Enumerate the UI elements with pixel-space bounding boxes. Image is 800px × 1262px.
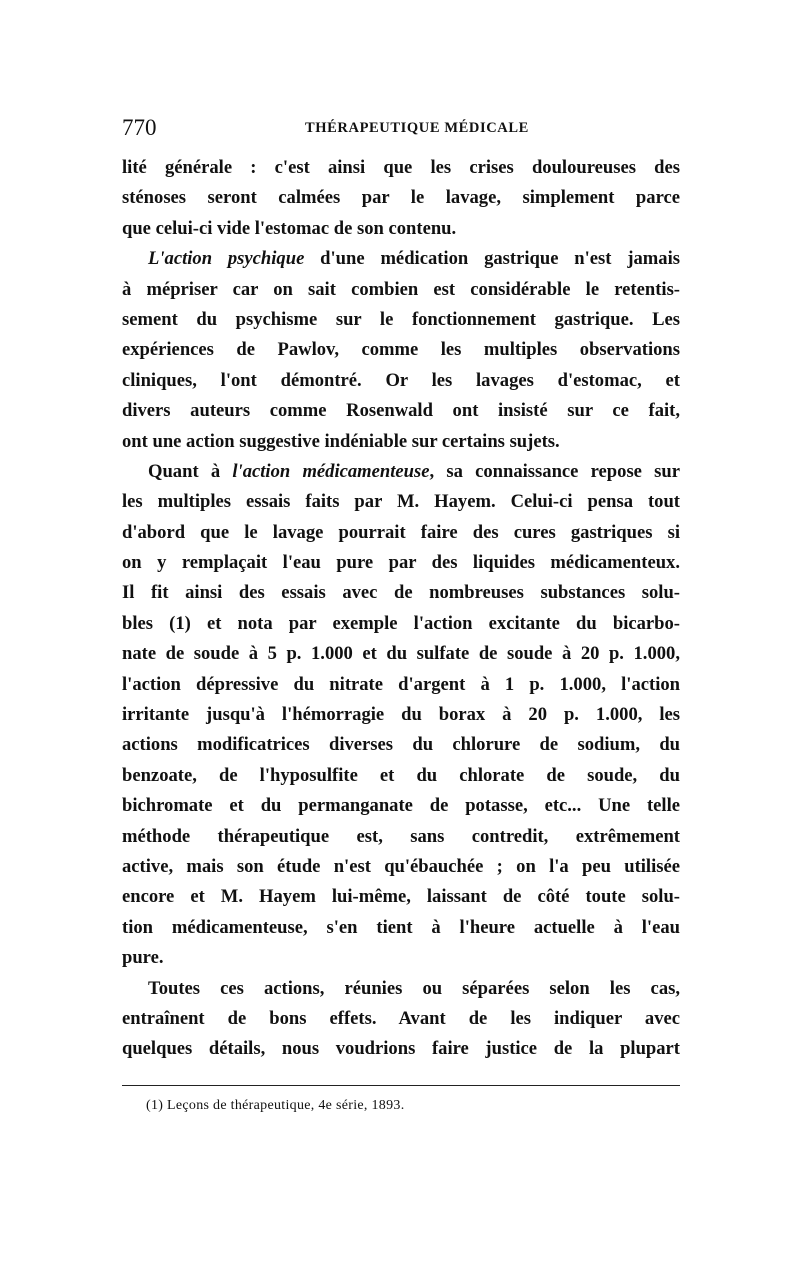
text-line: tion médicamenteuse, s'en tient à l'heure actuelle à l'eau	[122, 916, 680, 938]
text-line: expériences de Pawlov, comme les multiples observations	[122, 339, 680, 361]
text-line	[122, 457, 680, 487]
text-line: encore et M. Hayem lui-même, laissant de côté toute solu-	[122, 886, 680, 908]
text-line: méthode thérapeutique est, sans contredit, extrêmement	[122, 825, 680, 847]
text-line: active, mais son étude n'est qu'ébauchée ; on l'a peu utilisée	[122, 855, 680, 877]
running-head	[122, 113, 680, 143]
text-line: nate de soude à 5 p. 1.000 et du sulfate de soude à 20 p. 1.000,	[122, 643, 680, 665]
text-line: divers auteurs comme Rosenwald ont insisté sur ce fait,	[122, 400, 680, 422]
page-number: 770	[122, 115, 157, 140]
text-segment: d'une médication gastrique n'est jamais	[304, 248, 680, 270]
text-line: bles (1) et nota par exemple l'action excitante du bicarbo-	[122, 612, 680, 634]
text-line: que celui-ci vide l'estomac de son contenu.	[122, 217, 457, 239]
text-line: cliniques, l'ont démontré. Or les lavages d'estomac, et	[122, 369, 680, 391]
running-title: THÉRAPEUTIQUE MÉDICALE	[305, 120, 529, 136]
text-line: irritante jusqu'à l'hémorragie du borax à 20 p. 1.000, les	[122, 704, 680, 726]
text-line: les multiples essais faits par M. Hayem. Celui-ci pensa tout	[122, 491, 680, 513]
footnote-rule	[122, 1085, 680, 1086]
body-text	[122, 153, 680, 1065]
text-line: l'action dépressive du nitrate d'argent à 1 p. 1.000, l'action	[122, 673, 680, 695]
text-line: entraînent de bons effets. Avant de les indiquer avec	[122, 1007, 680, 1029]
text-line	[122, 244, 680, 274]
italic-phrase: L'action psychique	[148, 248, 305, 270]
italic-phrase: l'action médicamenteuse	[232, 460, 430, 482]
text-line: bichromate et du permanganate de potasse, etc... Une telle	[122, 795, 680, 817]
text-line: pure.	[122, 947, 164, 969]
text-line: Il fit ainsi des essais avec de nombreuses substances solu-	[122, 582, 680, 604]
text-line: actions modificatrices diverses du chlorure de sodium, du	[122, 734, 680, 756]
text-line: ont une action suggestive indéniable sur certains sujets.	[122, 430, 560, 452]
text-line: quelques détails, nous voudrions faire justice de la plupart	[122, 1038, 680, 1060]
text-line: on y remplaçait l'eau pure par des liquides médicamenteux.	[122, 552, 680, 574]
text-line: sténoses seront calmées par le lavage, simplement parce	[122, 187, 680, 209]
text-line: à mépriser car on sait combien est considérable le retentis-	[122, 278, 680, 300]
text-line: sement du psychisme sur le fonctionnement gastrique. Les	[122, 308, 680, 330]
text-line: benzoate, de l'hyposulfite et du chlorate de soude, du	[122, 764, 680, 786]
text-line: d'abord que le lavage pourrait faire des cures gastriques si	[122, 521, 680, 543]
text-line: Toutes ces actions, réunies ou séparées selon les cas,	[148, 977, 680, 999]
text-line: lité générale : c'est ainsi que les crises douloureuses des	[122, 157, 680, 178]
footnote: (1) Leçons de thérapeutique, 4e série, 1893.	[146, 1098, 405, 1113]
text-segment: Quant à	[148, 460, 233, 482]
text-segment: , sa connaissance repose sur	[429, 460, 680, 482]
